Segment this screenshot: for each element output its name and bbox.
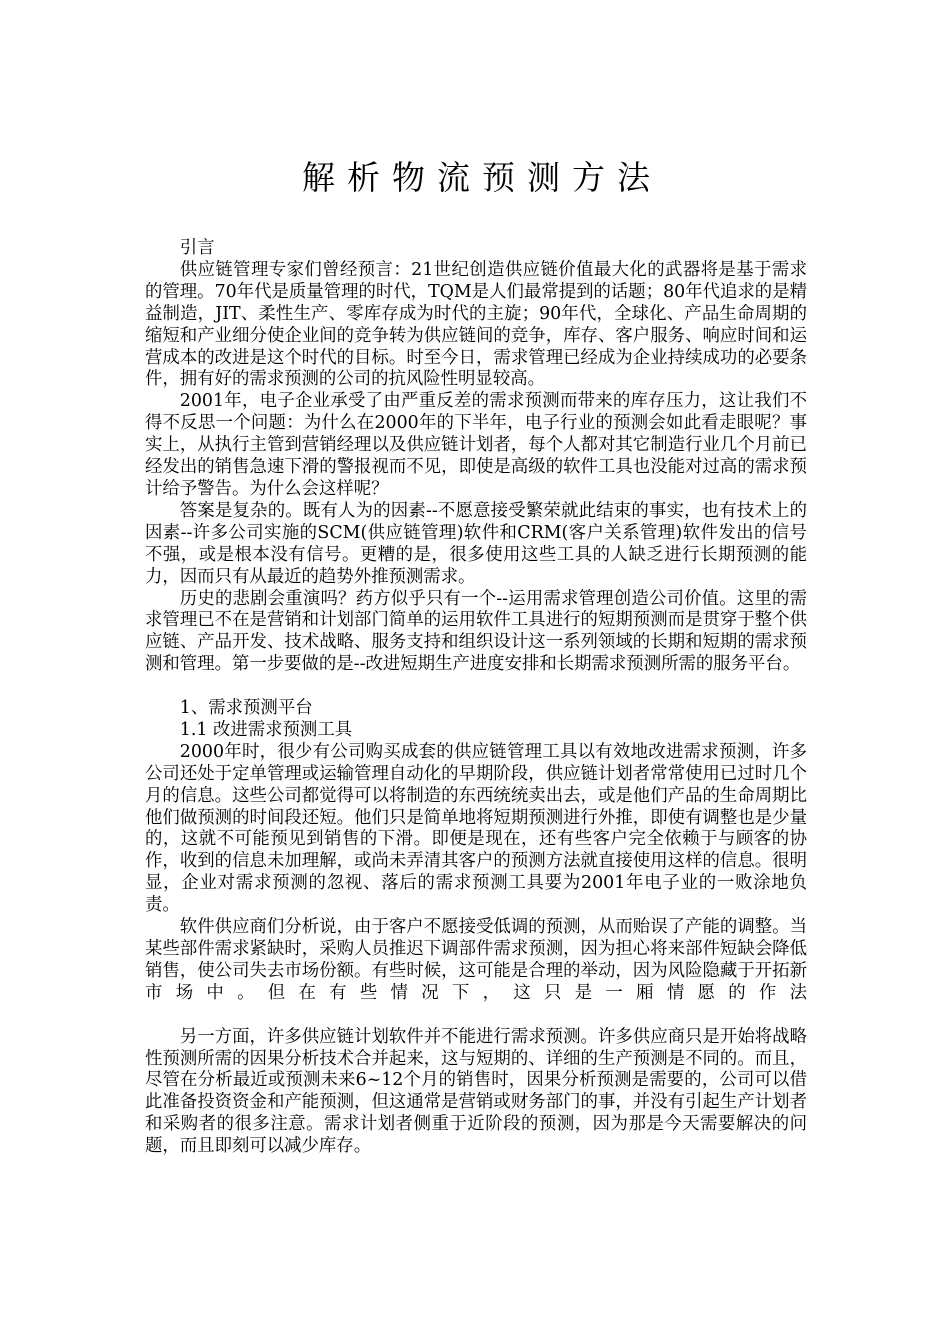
section-gap <box>145 676 807 698</box>
section-paragraph-1: 2000年时，很少有公司购买成套的供应链管理工具以有效地改进需求预测，许多公司还处于定单管理或运输管理自动化的早期阶段，供应链计划者常常使用已过时几个月的信息。这些公司都觉得可以将制造的东西统统卖出去，或是他们产品的生命周期比他们做预测的时间段还短。他们只是简单地将短期预测进行外推，即使有调整也是少量的，这就不可能预见到销售的下滑。即便是现在，还有些客户完全依赖于与顾客的协作，收到的信息未加理解，或尚未弄清其客户的预测方法就直接使用这样的信息。很明显，企业对需求预测的忽视、落后的需求预测工具要为2001年电子业的一败涂地负责。 <box>145 741 807 916</box>
intro-paragraph-3: 答案是复杂的。既有人为的因素--不愿意接受繁荣就此结束的事实，也有技术上的因素--许多公司实施的SCM(供应链管理)软件和CRM(客户关系管理)软件发出的信号不强，或是根本没有信号。更糟的是，很多使用这些工具的人缺乏进行长期预测的能力，因而只有从最近的趋势外推预测需求。 <box>145 500 807 587</box>
section-heading-1: 1、需求预测平台 <box>179 698 313 719</box>
intro-paragraph-4: 历史的悲剧会重演吗？药方似乎只有一个--运用需求管理创造公司价值。这里的需求管理已不在是营销和计划部门简单的运用软件工具进行的短期预测而是贯穿于整个供应链、产品开发、技术战略、服务支持和组织设计这一系列领域的长期和短期的需求预测和管理。第一步要做的是--改进短期生产进度安排和长期需求预测所需的服务平台。 <box>145 588 807 675</box>
section-heading-1-1: 1.1 改进需求预测工具 <box>179 719 353 740</box>
title-spacer <box>145 206 807 238</box>
section-paragraph-3: 另一方面，许多供应链计划软件并不能进行需求预测。许多供应商只是开始将战略性预测所需的因果分析技术合并起来，这与短期的、详细的生产预测是不同的。而且，尽管在分析最近或预测未来6~12个月的销售时，因果分析预测是需要的，公司可以借此准备投资资金和产能预测，但这通常是营销或财务部门的事，并没有引起生产计划者和采购者的很多注意。需求计划者侧重于近阶段的预测，因为那是今天需要解决的问题，而且即刻可以减少库存。 <box>145 1026 807 1157</box>
document-title: 解析物流预测方法 <box>302 158 662 197</box>
paragraph-gap <box>145 1005 807 1027</box>
section-paragraph-2: 软件供应商们分析说，由于客户不愿接受低调的预测，从而贻误了产能的调整。当某些部件需求紧缺时，采购人员推迟下调部件需求预测，因为担心将来部件短缺会降低销售，使公司失去市场份额。有些时候，这可能是合理的举动，因为风险隐藏于开拓新市场中。但在有些情况下，这只是一厢情愿的作法 <box>145 917 807 1003</box>
intro-paragraph-2: 2001年，电子企业承受了由严重反差的需求预测而带来的库存压力，这让我们不得不反思一个问题：为什么在2000年的下半年，电子行业的预测会如此看走眼呢？事实上，从执行主管到营销经理以及供应链计划者，每个人都对其它制造行业几个月前已经发出的销售急速下滑的警报视而不见，即使是高级的软件工具也没能对过高的需求预计给予警告。为什么会这样呢？ <box>145 391 807 499</box>
intro-label: 引言 <box>179 238 215 258</box>
intro-paragraph-1: 供应链管理专家们曾经预言：21世纪创造供应链价值最大化的武器将是基于需求的管理。70年代是质量管理的时代，TQM是人们最常提到的话题；80年代追求的是精益制造，JIT、柔性生产、零库存成为时代的主旋；90年代，全球化、产品生命周期的缩短和产业细分使企业间的竞争转为供应链间的竞争，库存、客户服务、响应时间和运营成本的改进是这个时代的目标。时至今日，需求管理已经成为企业持续成功的必要条件，拥有好的需求预测的公司的抗风险性明显较高。 <box>145 259 807 390</box>
document-page <box>145 150 807 1158</box>
